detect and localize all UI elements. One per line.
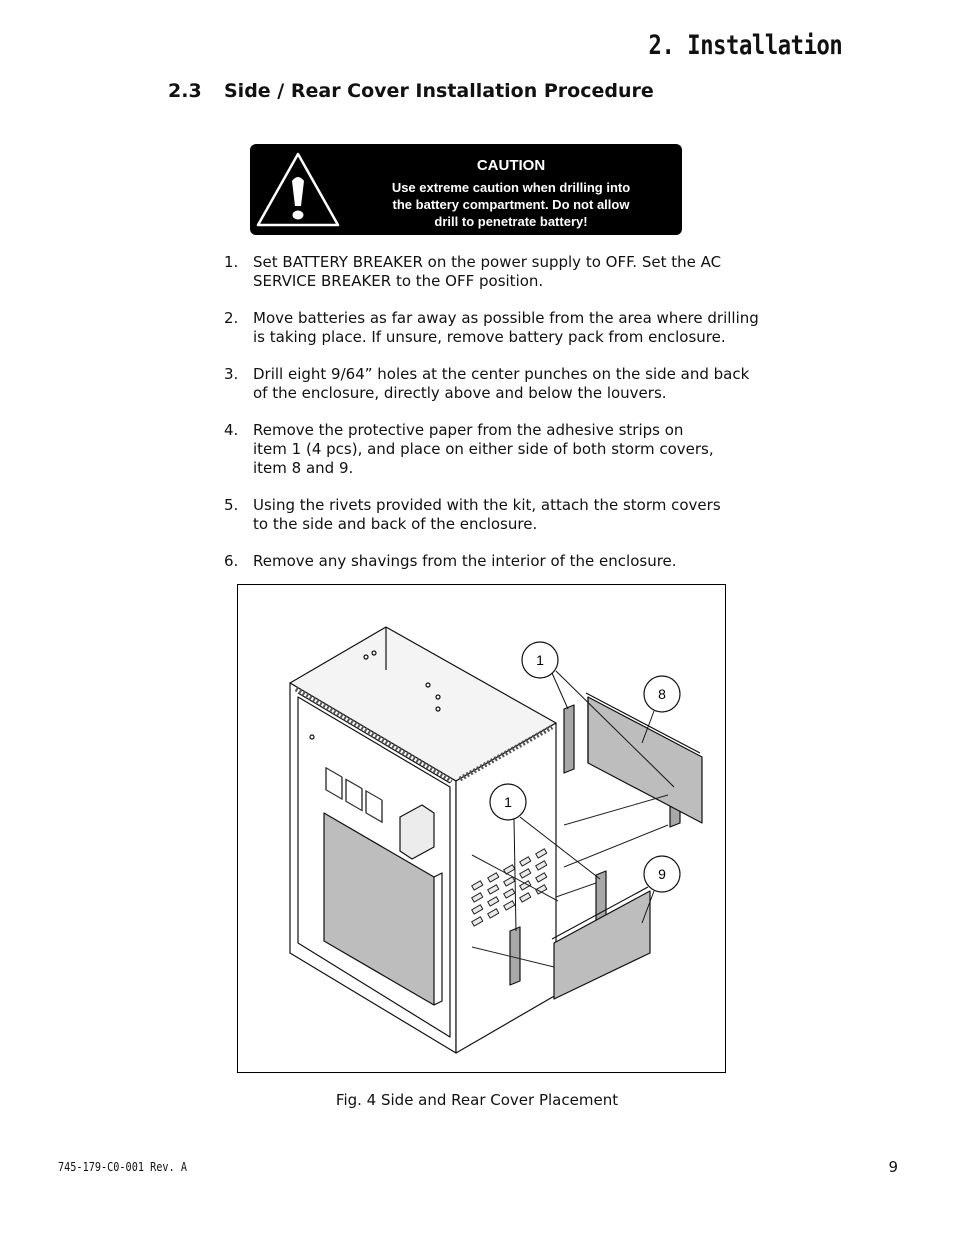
step-5 [224, 496, 804, 534]
step-number: 3. [224, 365, 239, 383]
step-number: 1. [224, 253, 239, 271]
section-title: Side / Rear Cover Installation Procedure [224, 80, 654, 102]
section-number: 2.3 [168, 80, 202, 102]
step-number: 5. [224, 496, 239, 514]
caution-title: CAUTION [476, 157, 546, 174]
callout-1-upper: 1 [536, 652, 544, 668]
step-2 [224, 309, 804, 347]
callout-8: 8 [658, 686, 666, 702]
step-line: item 8 and 9. [253, 459, 354, 477]
document-number: 745-179-C0-001 Rev. A [58, 1160, 187, 1174]
procedure-steps [224, 253, 804, 589]
figure-caption: Fig. 4 Side and Rear Cover Placement [335, 1091, 619, 1109]
step-line: Remove the protective paper from the adhesive strips on [253, 421, 684, 439]
step-3 [224, 365, 804, 403]
step-line: Set BATTERY BREAKER on the power supply to OFF. Set the AC [253, 253, 722, 271]
step-line: is taking place. If unsure, remove battery pack from enclosure. [253, 328, 726, 346]
caution-text [362, 179, 660, 230]
step-4 [224, 421, 804, 478]
step-line: item 1 (4 pcs), and place on either side of both storm covers, [253, 440, 714, 458]
step-number: 2. [224, 309, 239, 327]
step-line: Remove any shavings from the interior of the enclosure. [253, 552, 677, 570]
chapter-title: 2. Installation [648, 30, 842, 61]
caution-line: drill to penetrate battery! [434, 214, 588, 229]
step-line: Move batteries as far away as possible from the area where drilling [253, 309, 759, 327]
warning-triangle-icon [256, 151, 342, 229]
step-number: 4. [224, 421, 239, 439]
step-number: 6. [224, 552, 239, 570]
caution-box [250, 144, 682, 235]
caution-line: the battery compartment. Do not allow [392, 197, 630, 212]
step-line: SERVICE BREAKER to the OFF position. [253, 272, 544, 290]
step-line: of the enclosure, directly above and below the louvers. [253, 384, 667, 402]
callout-9: 9 [658, 866, 666, 882]
step-line: Drill eight 9/64” holes at the center punches on the side and back [253, 365, 750, 383]
caution-line: Use extreme caution when drilling into [391, 180, 631, 195]
callout-1-lower: 1 [504, 794, 512, 810]
step-line: to the side and back of the enclosure. [253, 515, 538, 533]
enclosure-illustration [238, 585, 725, 1072]
figure-frame [237, 584, 726, 1073]
section-heading [168, 80, 654, 102]
step-line: Using the rivets provided with the kit, attach the storm covers [253, 496, 721, 514]
step-1 [224, 253, 804, 291]
step-6 [224, 552, 804, 571]
page-number: 9 [888, 1158, 898, 1176]
